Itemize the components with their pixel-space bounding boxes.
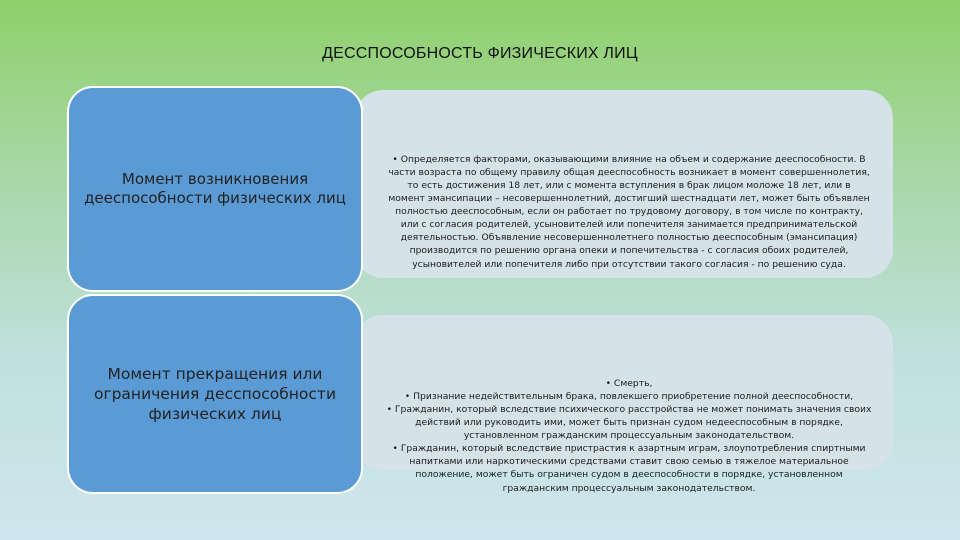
list-item: • Гражданин, который вследствие пристрастия к азартным играм, злоупотребления спиртными напитками или наркотическими средствами ставит свою семью в тяжелое материальное положение, может быть ограничен судом в дееспособности в порядке, установленном гражданским процессуальным законодательством. [392, 443, 866, 494]
heading-2-text: Момент прекращения или ограничения десспособности физических лиц [93, 364, 337, 424]
heading-box-1 [67, 86, 363, 292]
list-item: • Смерть, [605, 378, 653, 389]
heading-box-2 [67, 294, 363, 494]
list-item: • Гражданин, который вследствие психического расстройства не может понимать значения своих действий или руководить ими, может быть признан судом недееспособным в порядке, установленном гражданским процессуальным законодательством. [386, 404, 872, 442]
description-text-1 [388, 153, 870, 271]
description-text-2 [384, 377, 874, 495]
page-title: ДЕССПОСОБНОСТЬ ФИЗИЧЕСКИХ ЛИЦ [322, 45, 638, 62]
heading-1-text: Момент возникновения дееспособности физических лиц [84, 169, 346, 207]
list-item: • Признание недействительным брака, повлекшего приобретение полной дееспособности, [404, 391, 854, 403]
description-paragraph: • Определяется факторами, оказывающими влияние на объем и содержание дееспособности. В части возраста по общему правилу общая дееспособность возникает в момент совершеннолетия, то есть достижения 18 лет, или с момента вступления в брак лицом моложе 18 лет, или в момент эмансипации – несовершеннолетний, достигший шестнадцати лет, может быть объявлен полностью дееспособным, если он работает по трудовому договору, в том числе по контракту, или с согласия родителей, усыновителей или попечителя занимается предпринимательской деятельностью. Объявление несовершеннолетнего полностью дееспособным (эмансипация) производится по решению органа опеки и попечительства - с согласия обоих родителей, усыновителей или попечителя либо при отсутствии такого согласия - по решению суда. [388, 154, 870, 270]
